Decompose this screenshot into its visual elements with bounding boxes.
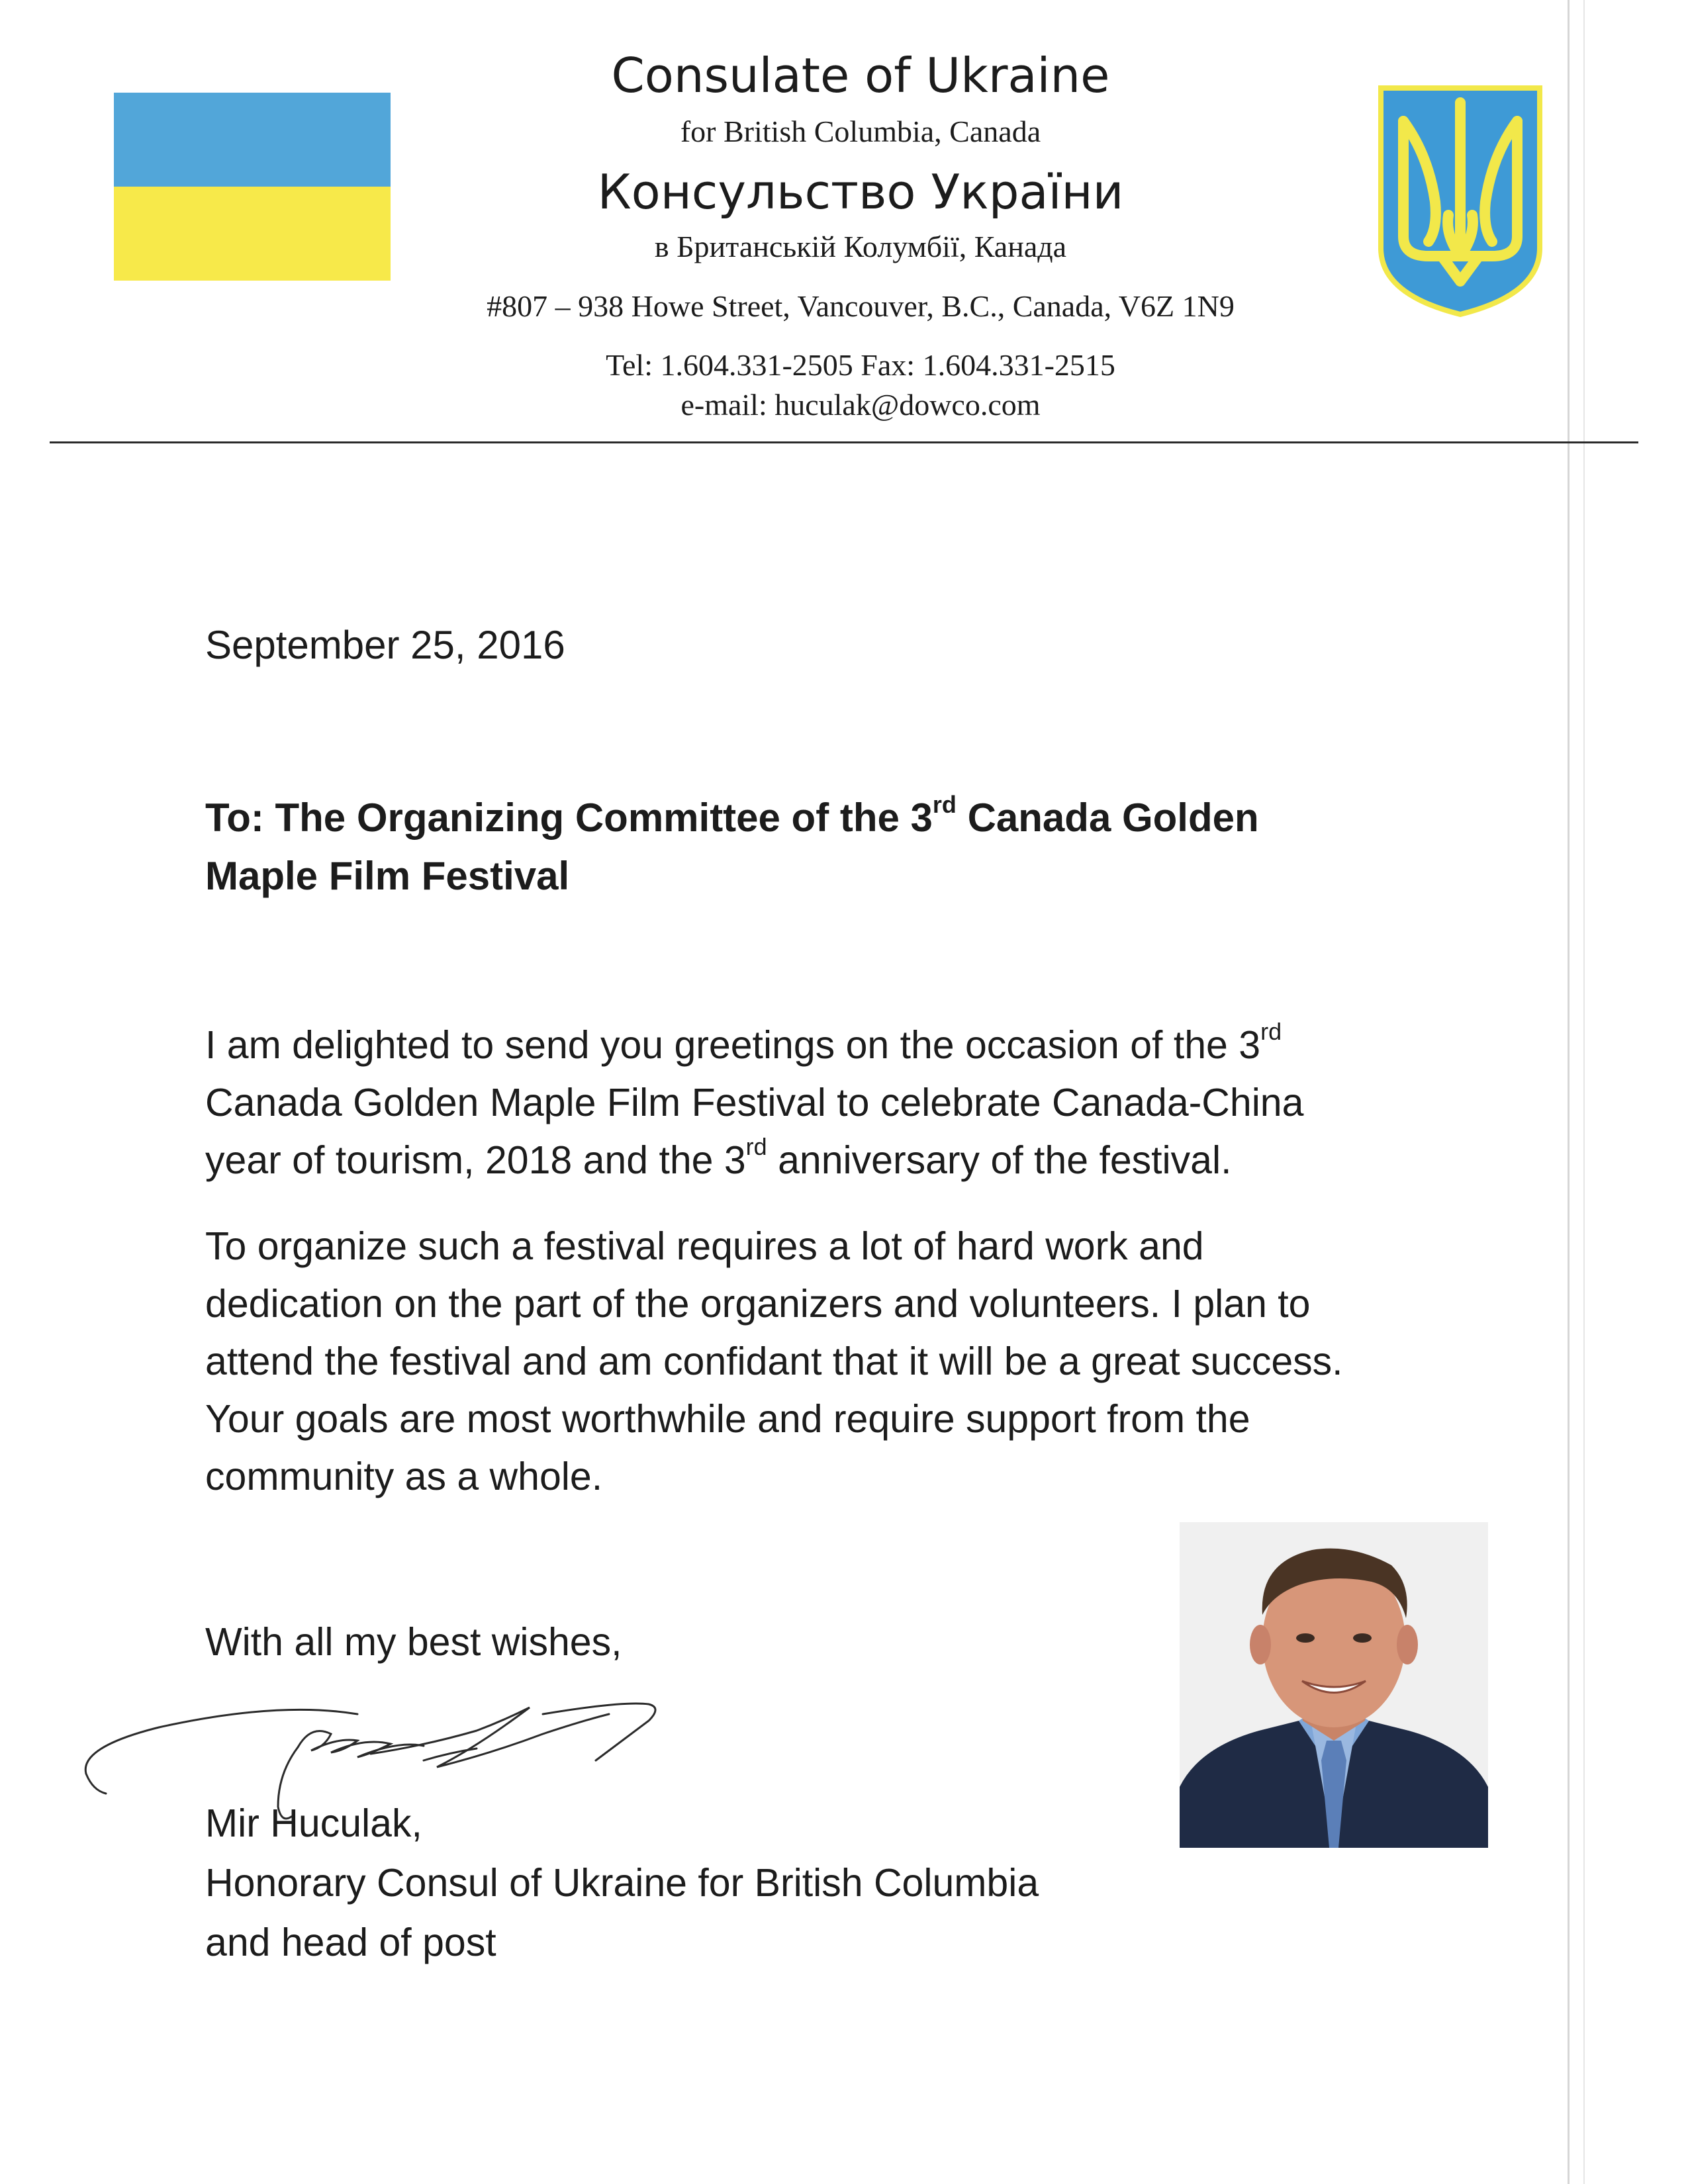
letter-date: September 25, 2016 — [205, 623, 565, 667]
paragraph-greeting — [205, 1017, 1303, 1189]
addressee-line-2: Maple Film Festival — [205, 854, 570, 898]
paragraph-line: attend the festival and am confidant that it will be a great success. — [205, 1340, 1343, 1383]
letter-addressee — [205, 789, 1259, 905]
consulate-subtitle-en: for British Columbia, Canada — [680, 114, 1041, 148]
letterhead-divider — [50, 441, 1638, 443]
paragraph-line: community as a whole. — [205, 1455, 603, 1498]
paragraph-line — [205, 1132, 1303, 1189]
coat-of-arms-icon — [1376, 83, 1545, 318]
paragraph-text: I am delighted to send you greetings on the occasion of the 3 — [205, 1023, 1261, 1067]
ordinal-suffix: rd — [932, 791, 957, 818]
scan-edge-line — [1583, 0, 1585, 2184]
paragraph-line: Your goals are most worthwhile and require support from the — [205, 1397, 1250, 1441]
paragraph-text: anniversary of the festival. — [767, 1138, 1232, 1182]
consulate-subtitle-uk: в Британській Колумбії, Канада — [654, 230, 1067, 263]
consulate-phone-fax: Tel: 1.604.331-2505 Fax: 1.604.331-2515 — [606, 348, 1115, 382]
paragraph-line — [205, 1017, 1303, 1074]
letter-closing: With all my best wishes, — [205, 1620, 622, 1664]
addressee-text: Canada Golden — [956, 796, 1259, 840]
signer-title: Honorary Consul of Ukraine for British Columbia — [205, 1861, 1039, 1905]
paragraph-line: Canada Golden Maple Film Festival to celebrate Canada-China — [205, 1081, 1304, 1124]
paragraph-line: To organize such a festival requires a lot of hard work and — [205, 1224, 1204, 1268]
addressee-text: To: The Organizing Committee of the 3 — [205, 796, 933, 840]
consulate-address: #807 – 938 Howe Street, Vancouver, B.C., Canada, V6Z 1N9 — [487, 289, 1235, 323]
ordinal-suffix: rd — [1260, 1018, 1282, 1045]
ukraine-flag-icon — [114, 93, 391, 281]
addressee-line-1 — [205, 789, 1259, 847]
scan-edge-line — [1568, 0, 1570, 2184]
portrait-photo — [1180, 1522, 1488, 1848]
signer-title-line-2: and head of post — [205, 1921, 496, 1964]
ordinal-suffix: rd — [745, 1133, 767, 1160]
paragraph-support — [205, 1218, 1343, 1506]
flag-blue-stripe — [114, 93, 391, 187]
consulate-email: e-mail: huculak@dowco.com — [680, 388, 1041, 422]
paragraph-line: dedication on the part of the organizers and volunteers. I plan to — [205, 1282, 1311, 1326]
consulate-title-uk: Консульство України — [597, 164, 1124, 220]
consulate-title-en: Consulate of Ukraine — [611, 48, 1110, 103]
signer-name: Mir Huculak, — [205, 1801, 422, 1845]
signer-block — [205, 1794, 1039, 1972]
flag-yellow-stripe — [114, 187, 391, 281]
paragraph-text: year of tourism, 2018 and the 3 — [205, 1138, 746, 1182]
